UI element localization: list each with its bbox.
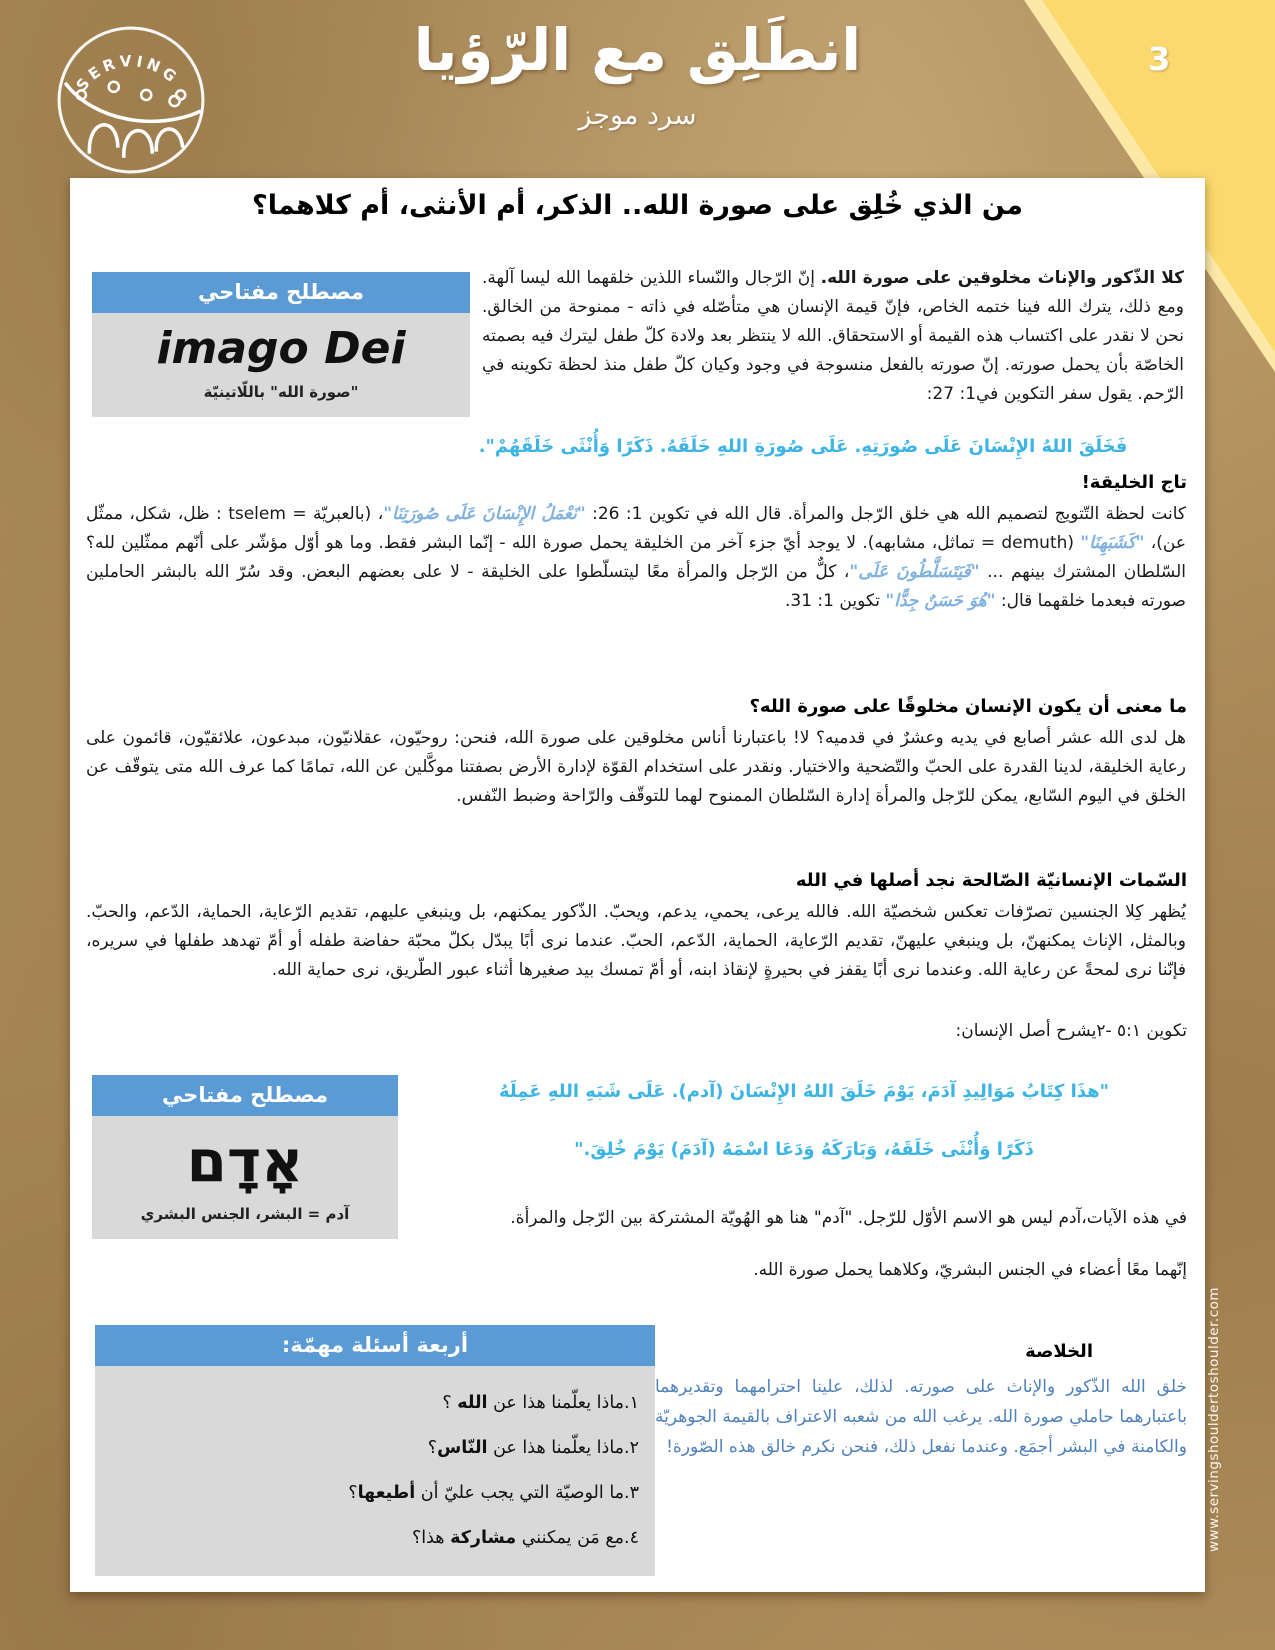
page-subtitle: سرد موجز xyxy=(578,100,697,131)
meaning-paragraph: هل لدى الله عشر أصابع في يديه وعشرٌ في قدميه؟ لا! باعتبارنا أناس مخلوقين على صورة الله، فنحن: روحيّون، عقلانيّون، مبدعون، علائقيّون، قائمون على رعاية الخليقة، لدينا القدرة على الحبّ والتّضحية والاختيار. ونقدر على استخدام القوّة لإدارة الأرض بصفتنا موكَّلين عن الله، تمامًا كما عرف الله متى يتوقّف عن الخلق في اليوم السّابع، يمكن للرّجل والمرأة إدارة السّلطان الممنوح لهما للتوقّف والرّاحة وضبط النّفس. xyxy=(86,728,1186,806)
summary-paragraph: خلق الله الذّكور والإناث على صورته. لذلك، علينا احترامهما وتقديرهما باعتبارهما حاملي صورة الله. يرغب الله من شعبه الاعتراف بالقيمة الجوهريّة والكامنة في البشر أجمَع. وعندما نفعل ذلك، فنحن نكرم خالق هذه الصّورة! xyxy=(655,1377,1187,1457)
intro-paragraph: كلا الذّكور والإناث مخلوقين على صورة الله. إنّ الرّجال والنّساء اللذين خلقهما الله ليسا آلهة. ومع ذلك، يترك الله فينا ختمه الخاص، فإنّ قيمة الإنسان هي متأصّله في ذاته - ممنوحة من الخالق. نحن لا نقدر على اكتساب هذه القيمة أو الاستحقاق. الله لا ينتظر بعد ولادة كلّ طفل ليترك فيه بصمته الخاصّة بأن يحمل صورته. إنّ صورته بالفعل منسوجة في وجود وكيان كلّ طفل منذ لحظة تكوينه في الرّحم. يقول سفر التكوين في1: 27: xyxy=(482,268,1184,404)
questions-body xyxy=(95,1366,655,1576)
key-term-body xyxy=(92,313,470,417)
crown-heading: تاج الخليقة! xyxy=(1081,472,1187,493)
page-title: انطَلِق مع الرّؤيا xyxy=(413,16,862,84)
verse-genesis-5-line1: "هذَا كِتَابُ مَوَالِيدِ آدَمَ، يَوْمَ خَلَقَ اللهُ الإِنْسَانَ (آدم). عَلَى شَبَهِ اللهِ عَمِلَهُ xyxy=(498,1081,1110,1102)
question-item-4: ٤.مع مَن يمكنني مشاركة هذا؟ xyxy=(411,1528,639,1548)
logo-figure xyxy=(156,129,182,152)
content-card xyxy=(70,178,1205,1592)
article-heading: من الذي خُلِق على صورة الله.. الذكر، أم الأنثى، أم كلاهما؟ xyxy=(252,190,1023,221)
key-term-caption: آدم = البشر، الجنس البشري xyxy=(140,1204,350,1223)
meaning-heading: ما معنى أن يكون الإنسان مخلوقًا على صورة الله؟ xyxy=(749,696,1187,717)
logo-text: SERVING xyxy=(72,51,183,95)
key-term-value: אָדָם xyxy=(186,1127,304,1195)
key-term-caption: "صورة الله" باللّاتينيّة xyxy=(203,383,359,402)
four-questions-box xyxy=(95,1325,655,1576)
key-term-body xyxy=(92,1116,398,1239)
page-number: 3 xyxy=(1148,40,1171,78)
verse-genesis-5-line2: ذَكَرًا وَأُنْثَى خَلَقَهُ، وَبَارَكَهُ وَدَعَا اسْمَهُ (آدَمَ) يَوْمَ خُلِقَ." xyxy=(574,1139,1034,1160)
summary-heading: الخلاصة xyxy=(1025,1341,1093,1362)
question-item-1: ١.ماذا يعلّمنا هذا عن الله ؟ xyxy=(442,1393,639,1413)
verse-genesis-1-27: فَخَلَقَ اللهُ الإِنْسَانَ عَلَى صُورَتِهِ. عَلَى صُورَةِ اللهِ خَلَقَهُ. ذَكَرًا وَأُنْثَى خَلَقَهُمْ". xyxy=(478,436,1128,457)
logo-figure xyxy=(124,131,152,158)
crown-paragraph: كانت لحظة التّتويج لتصميم الله هي خلق الرّجل والمرأة. قال الله في تكوين 1: 26: "نَعْمَلُ الإِنْسَانَ عَلَى صُورَتِنَا"، (بالعبريّة = tselem : ظل، شكل، ممثّل عن)، "كَشَبَهِنَا" (demuth = تماثل، مشابهه). لا يوجد أيّ جزء آخر من الخليقة يحمل صورة الله - إنّما البشر فقط. وما هو أوّل مؤشّر على أنّهم ممثّلين لله؟ السّلطان المشترك بينهم ... "فَيَتَسَلَّطُونَ عَلَى"، كلٌّ من الرّجل والمرأة معًا ليتسلّطوا على الخليقة - لا على بعضهم البعض. وقد سُرّ الله بالبشر الحاملين صورته فبعدما خلقهما قال: "هُوَ حَسَنٌ جِدًّا" تكوين 1: 31. xyxy=(86,504,1186,611)
traits-paragraph: يُظهر كِلا الجنسين تصرّفات تعكس شخصيّة الله. فالله يرعى، يحمي، يدعم، ويحبّ. الذّكور يمكنهم، بل وينبغي عليهم، تقديم الرّعاية، الحماية، الدّعم، والحبّ. وبالمثل، الإناث يمكنهنّ، بل وينبغي عليهنّ، تقديم الرّعاية، الحماية، الدّعم، الحبّ. عندما نرى أبًا يبدّل بكلّ محبّة حفاضة طفله أو أمّ تهدهد طفلها في سريره، فإنّنا نرى لمحةً عن رعاية الله. وعندما نرى أبًا يقفز في بحيرةٍ لإنقاذ ابنه، أو أمّ تمسك بيد صغيرها أثناء عبور الطّريق، نرى حماية الله. xyxy=(86,902,1186,980)
question-item-3: ٣.ما الوصيّة التي يجب عليّ أن أطيعها؟ xyxy=(348,1483,639,1503)
key-term-box-adam xyxy=(92,1075,398,1239)
adam-paragraph-2: إنّهما معًا أعضاء في الجنس البشريّ، وكلاهما يحمل صورة الله. xyxy=(753,1260,1187,1280)
website-url: www.servingshouldertoshoulder.com xyxy=(1206,1286,1222,1552)
key-term-value: imago Dei xyxy=(156,323,406,374)
question-item-2: ٢.ماذا يعلّمنا هذا عن النّاس؟ xyxy=(427,1438,639,1458)
adam-paragraph-1: في هذه الآيات،آدم ليس هو الاسم الأوّل للرّجل. "آدم" هنا هو الهُويّة المشتركة بين الرّجل والمرأة. xyxy=(510,1208,1187,1228)
traits-heading: السّمات الإنسانيّة الصّالحة نجد أصلها في الله xyxy=(795,870,1187,891)
key-term-header: مصطلح مفتاحي xyxy=(92,272,470,313)
key-term-box-imago-dei xyxy=(92,272,470,417)
key-term-header: مصطلح مفتاحي xyxy=(92,1075,398,1116)
genesis5-intro-line: تكوين ٥:١ -٢يشرح أصل الإنسان: xyxy=(955,1021,1187,1041)
questions-header: أربعة أسئلة مهمّة: xyxy=(95,1325,655,1366)
